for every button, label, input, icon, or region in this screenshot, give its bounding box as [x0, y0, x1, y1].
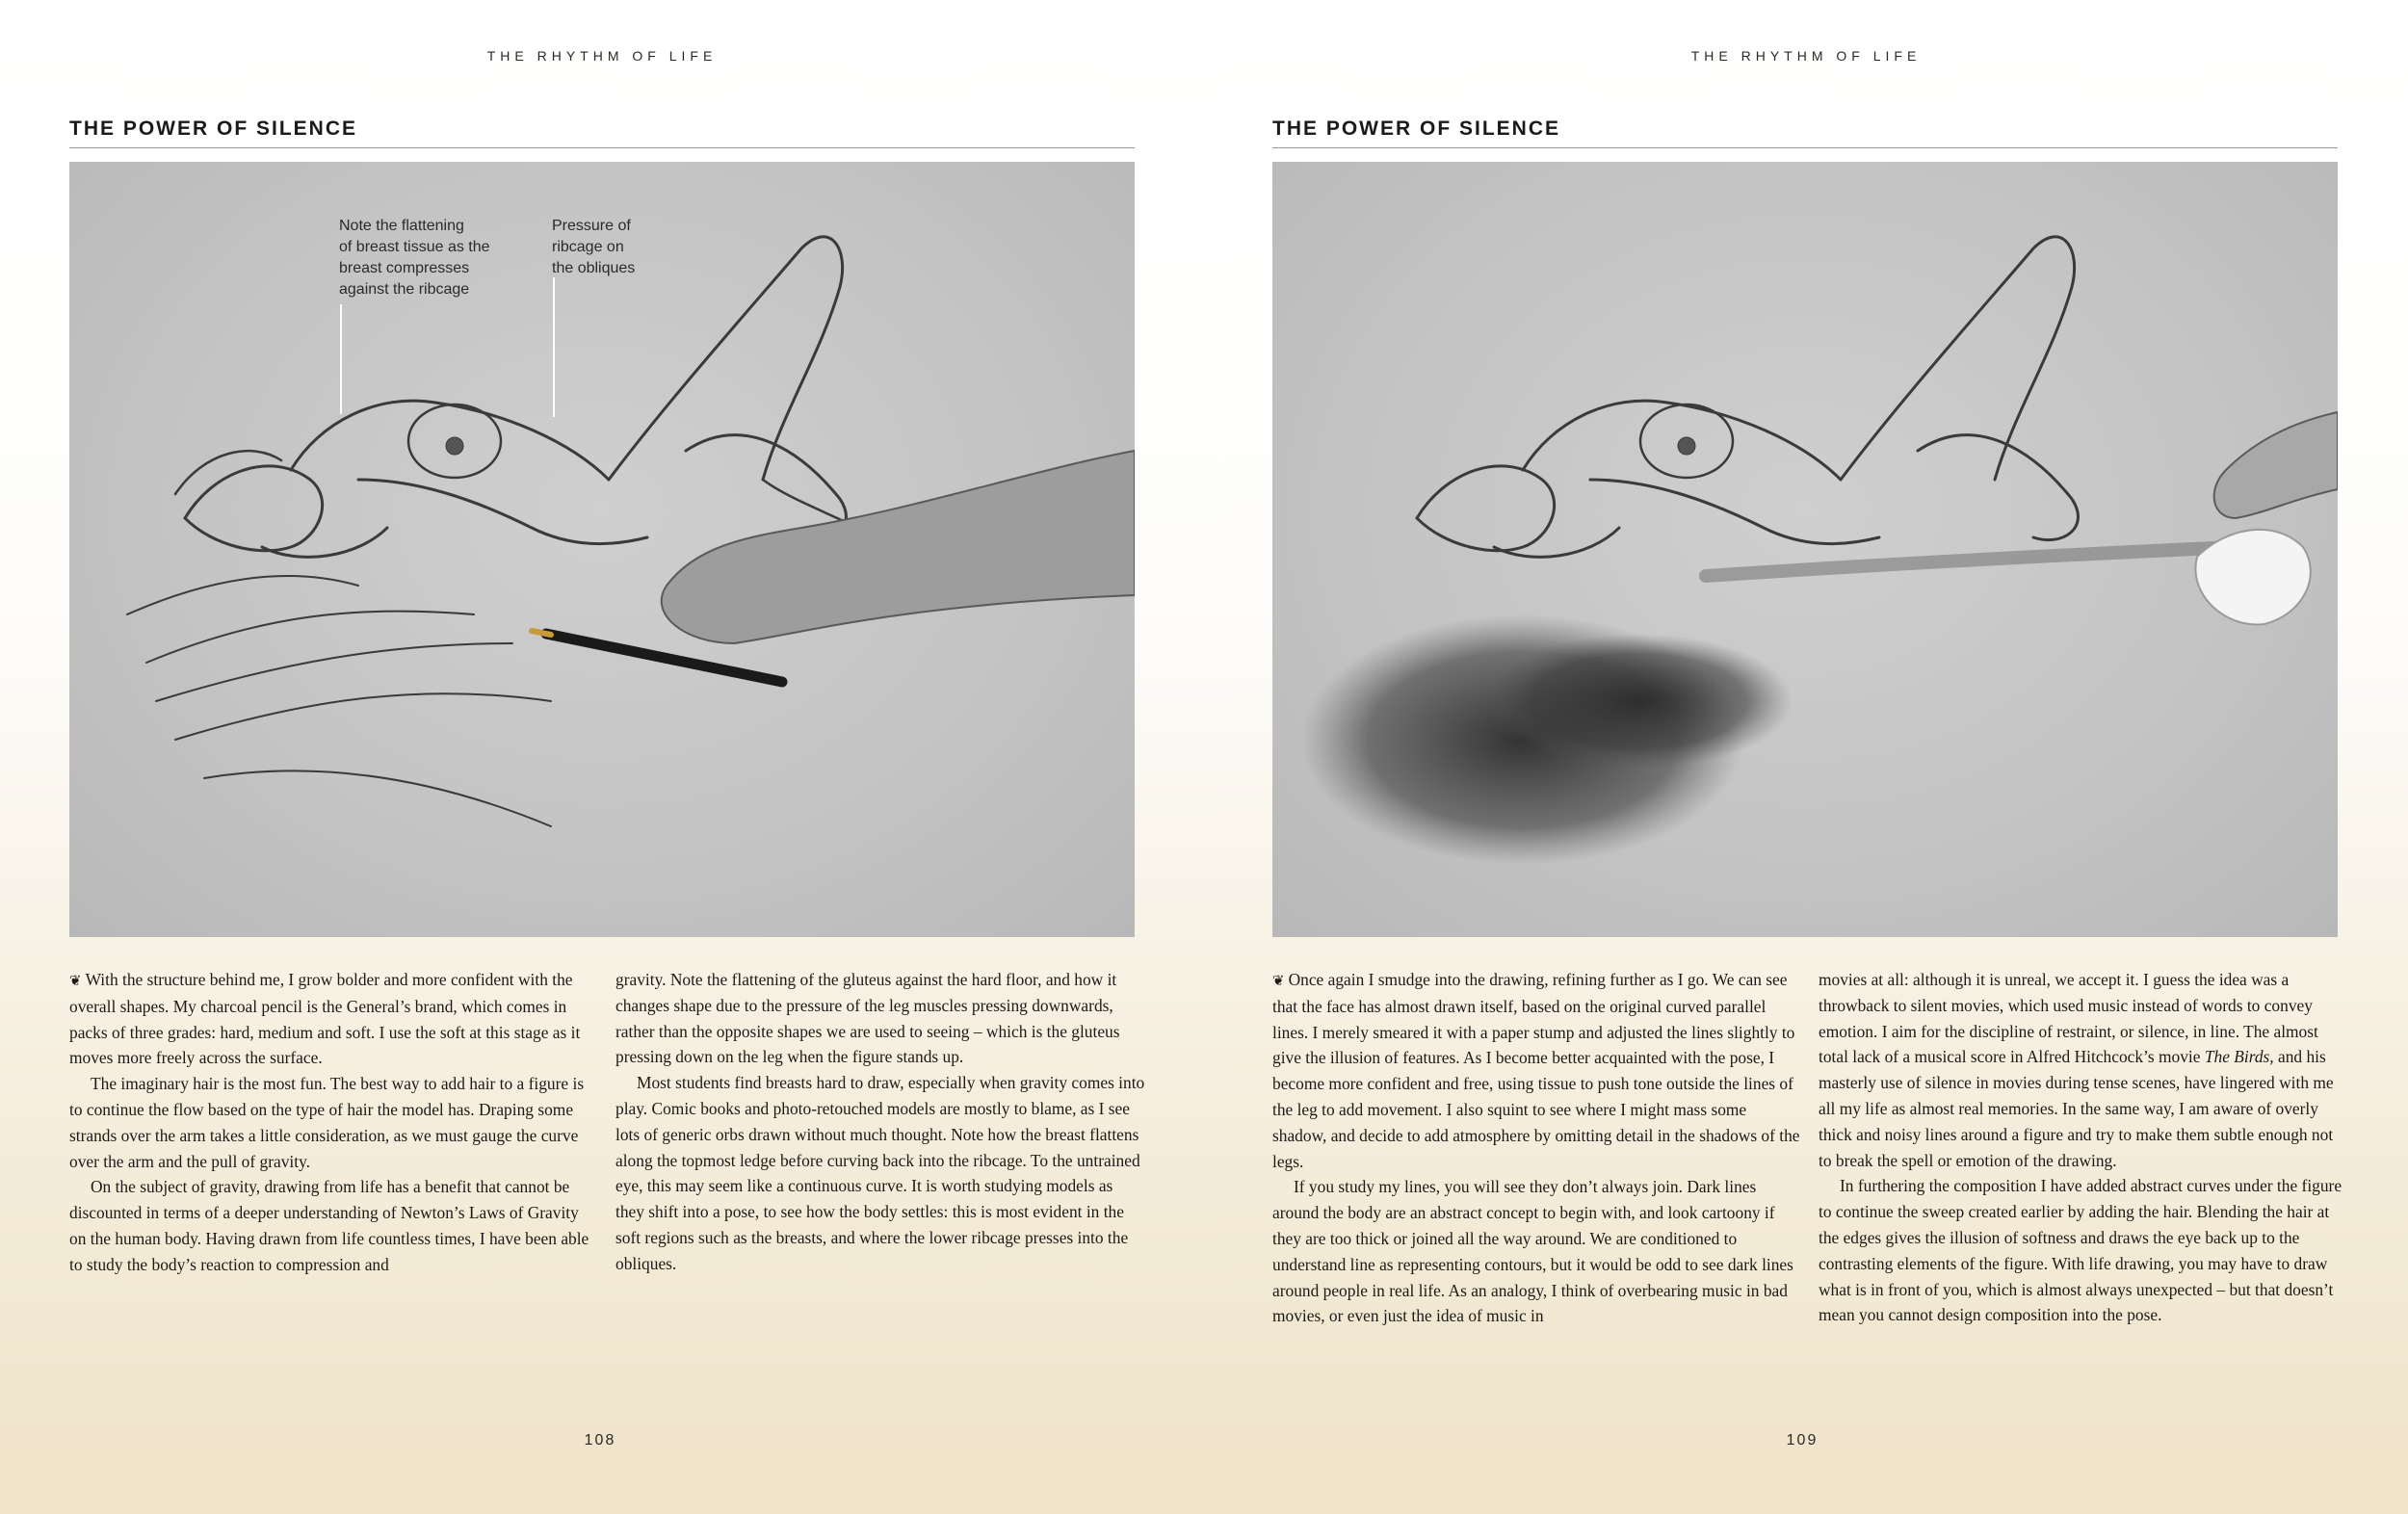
- figure-drawing-in-progress: [69, 162, 1135, 937]
- page-number: 108: [584, 1432, 616, 1449]
- paragraph: On the subject of gravity, drawing from life has a benefit that cannot be discounted in terms of a deeper understanding of Newton’s Laws of Gravity on the human body. Having drawn from life countless times, I have been able to study the body’s reaction to compression and: [69, 1177, 589, 1274]
- figure-drawing-smudged: [1272, 162, 2338, 937]
- page-number: 109: [1786, 1432, 1819, 1449]
- paragraph: ❦ Once again I smudge into the drawing, refining further as I go. We can see that the face has almost drawn itself, based on the original curved parallel lines. I merely smeared it with a paper stump and adjusted the lines slightly to give the illusion of features. As I become better acquainted with the pose, I become more confident and free, using tissue to push tone outside the lines of the leg to add movement. I also squint to see where I might mass some shadow, and decide to add atmosphere by omitting detail in the shadows of the legs.: [1272, 970, 1800, 1171]
- section-title: THE POWER OF SILENCE: [69, 117, 1135, 148]
- paragraph-ornament-icon: ❦: [69, 972, 82, 989]
- paragraph: movies at all: although it is unreal, we accept it. I guess the idea was a throwback to silent movies, which used music instead of words to convey emotion. I aim for the discipline of restraint, or silence, in line. The almost total lack of a musical score in Alfred Hitchcock’s movie The Birds, and his masterly use of silence in movies during tense scenes, have lingered with me all my life as almost real memories. In the same way, I am aware of overly thick and noisy lines around a figure and try to make them subtle enough not to break the spell or emotion of the drawing.: [1819, 970, 2334, 1170]
- text-column-2: [1819, 967, 2348, 1328]
- paragraph: ❦ With the structure behind me, I grow bolder and more confident with the overall shapes. My charcoal pencil is the General’s brand, which comes in packs of three grades: hard, medium and soft. I use the soft at this stage as it moves more freely across the surface.: [69, 970, 581, 1068]
- text-column-2: [615, 967, 1145, 1277]
- text-column-1: [1272, 967, 1802, 1329]
- running-head: THE RHYTHM OF LIFE: [486, 48, 718, 64]
- annotation-ribcage-pressure: Pressure of ribcage on the obliques: [552, 218, 636, 276]
- paragraph: In furthering the composition I have added abstract curves under the figure to continue the sweep created earlier by adding the hair. Blending the hair at the edges gives the illusion of softness and draws the eye back up to the contrasting elements of the figure. With life drawing, you may have to draw what is in front of you, which is almost always unexpected – but that doesn’t mean you cannot design composition into the pose.: [1819, 1176, 2343, 1325]
- annotation-breast-tissue: Note the flattening of breast tissue as the breast compresses against the ribcage: [339, 218, 490, 298]
- paragraph: gravity. Note the flattening of the gluteus against the hard floor, and how it changes shape due to the pressure of the leg muscles pressing downwards, rather than the opposite shapes we are used to seeing – which is the gluteus pressing down on the leg when the figure stands up.: [615, 970, 1120, 1067]
- paragraph: Most students find breasts hard to draw, especially when gravity comes into play. Comic books and photo-retouched models are mostly to blame, as I see lots of generic orbs drawn without much thought. Note how the breast flattens along the topmost ledge before curving back into the ribcage. To the untrained eye, this may seem like a continuous curve. It is worth studying models as they shift into a pose, to see how the body settles: this is most evident in the soft regions such as the breasts, and where the lower ribcage presses into the obliques.: [615, 1073, 1145, 1273]
- paragraph: If you study my lines, you will see they don’t always join. Dark lines around the body are an abstract concept to begin with, and look cartoony if they are too thick or joined all the way around. We are conditioned to understand line as representing contours, but it would be odd to see dark lines around people in real life. As an analogy, I think of overbearing music in bad movies, or even just the idea of music in: [1272, 1177, 1793, 1326]
- section-title: THE POWER OF SILENCE: [1272, 117, 2338, 148]
- text-column-1: [69, 967, 599, 1278]
- paragraph-ornament-icon: ❦: [1272, 972, 1285, 989]
- film-title: The Birds,: [2204, 1047, 2274, 1067]
- running-head: THE RHYTHM OF LIFE: [1690, 48, 1922, 64]
- right-page: [1204, 0, 2408, 1514]
- paragraph: The imaginary hair is the most fun. The best way to add hair to a figure is to continue the flow based on the type of hair the model has. Draping some strands over the arm takes a little consideration, as we must gauge the curve over the arm and the pull of gravity.: [69, 1074, 585, 1171]
- figure-smudged-sketch: [1272, 162, 2338, 937]
